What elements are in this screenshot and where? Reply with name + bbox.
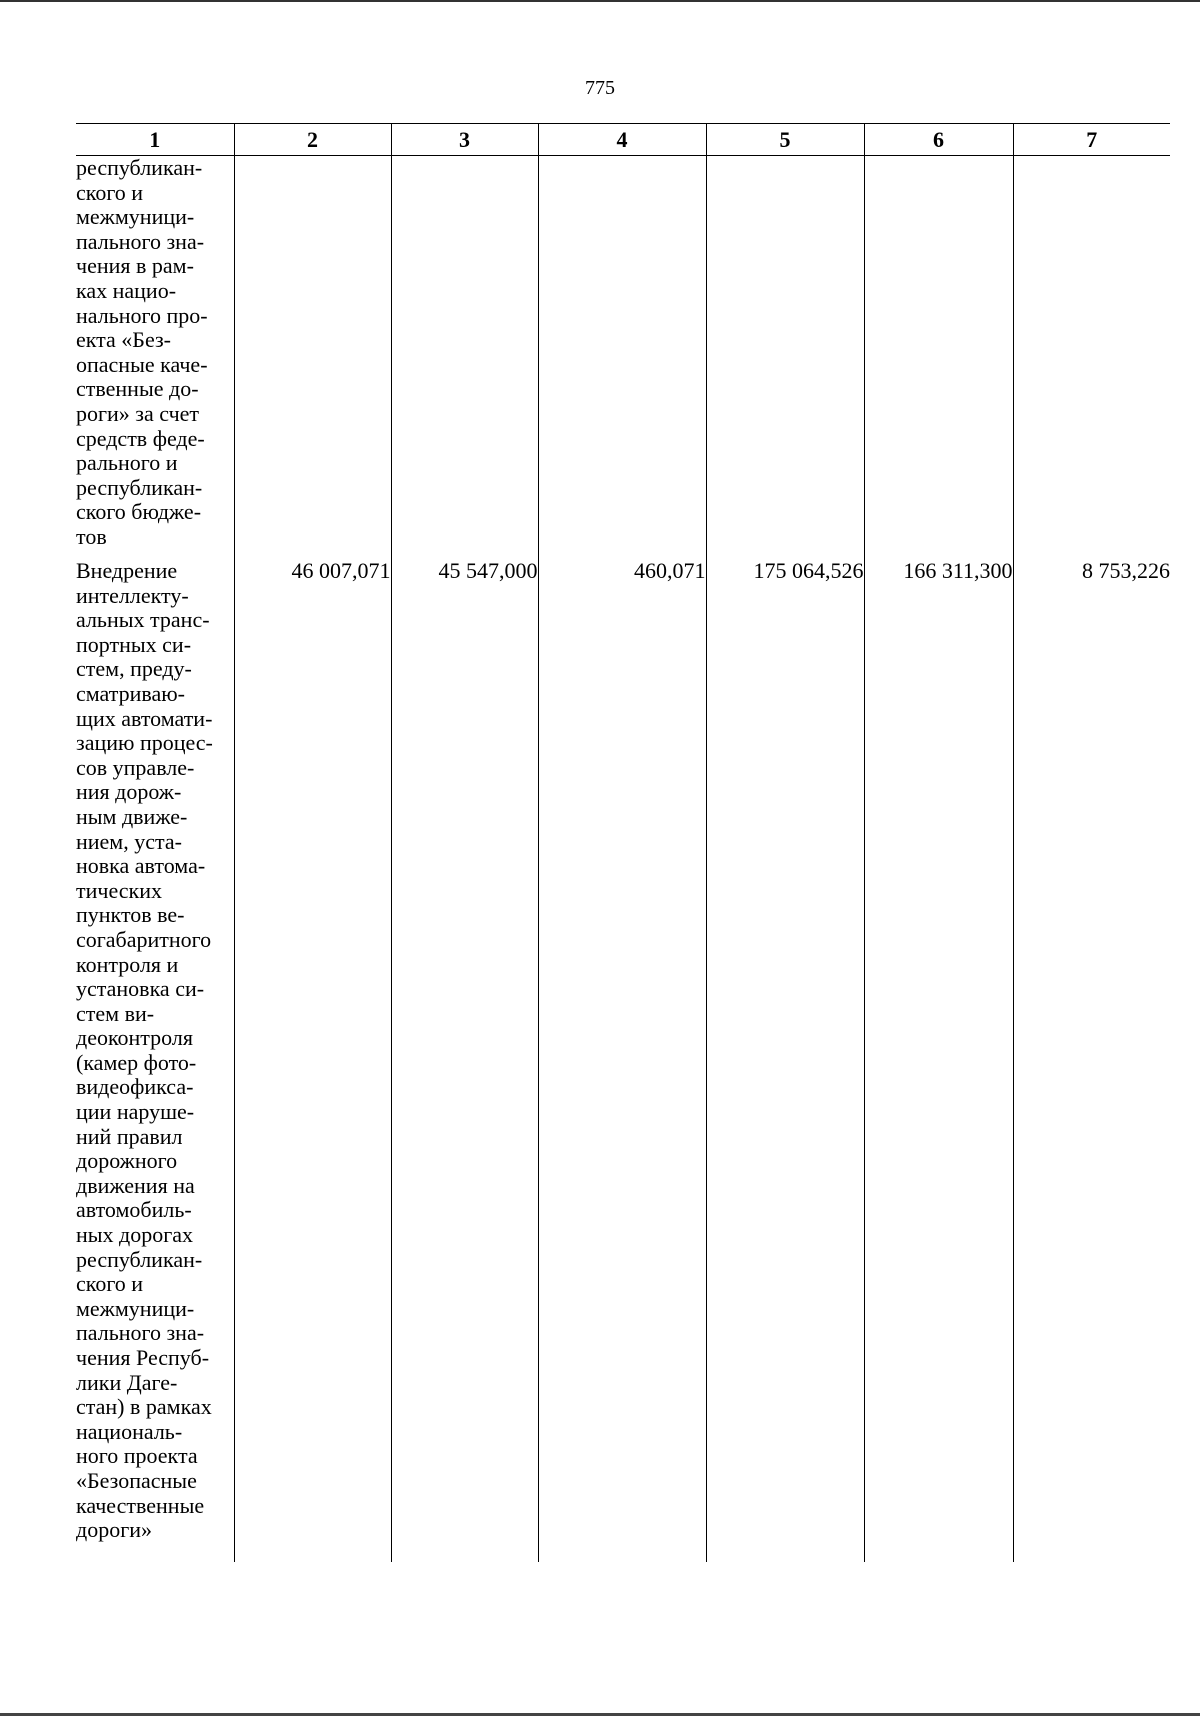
column-header: 5 — [706, 124, 864, 156]
budget-table — [76, 123, 1170, 1562]
table-cell — [1013, 156, 1170, 560]
scan-edge-bottom — [0, 1713, 1200, 1716]
table-row — [76, 156, 1170, 560]
column-header: 2 — [234, 124, 391, 156]
row-description: республикан- ского и межмуници- пального зна- чения в рам- ках нацио- нального про- екта «Без- опасные каче- ственные до- роги» за счет средств феде- рального и республикан- ского бюдже- тов — [76, 156, 234, 560]
table-cell: 46 007,071 — [234, 559, 391, 1562]
table-cell — [538, 156, 706, 560]
column-header: 3 — [391, 124, 538, 156]
page-number: 775 — [585, 77, 615, 99]
column-header: 6 — [864, 124, 1013, 156]
table-header-row — [76, 124, 1170, 156]
table-cell: 45 547,000 — [391, 559, 538, 1562]
column-header: 7 — [1013, 124, 1170, 156]
table-cell: 8 753,226 — [1013, 559, 1170, 1562]
column-header: 4 — [538, 124, 706, 156]
table-cell: 166 311,300 — [864, 559, 1013, 1562]
table-cell: 460,071 — [538, 559, 706, 1562]
table-cell: 175 064,526 — [706, 559, 864, 1562]
table-cell — [706, 156, 864, 560]
scan-edge-top — [0, 0, 1200, 2]
table-row — [76, 559, 1170, 1562]
row-description: Внедрение интеллекту- альных транс- портных си- стем, преду- сматриваю- щих автомати- зацию процес- сов управле- ния дорож- ным движе- нием, уста- новка автома- тических пунктов ве- согабаритного контроля и установка си- стем ви- деоконтроля (камер фото- видеофикса- ции наруше- ний правил дорожного движения на автомобиль- ных дорогах республикан- ского и межмуници- пального зна- чения Респуб- лики Даге- стан) в рамках националь- ного проекта «Безопасные качественные дороги» — [76, 559, 234, 1562]
table-cell — [864, 156, 1013, 560]
table-cell — [234, 156, 391, 560]
table-cell — [391, 156, 538, 560]
column-header: 1 — [76, 124, 234, 156]
